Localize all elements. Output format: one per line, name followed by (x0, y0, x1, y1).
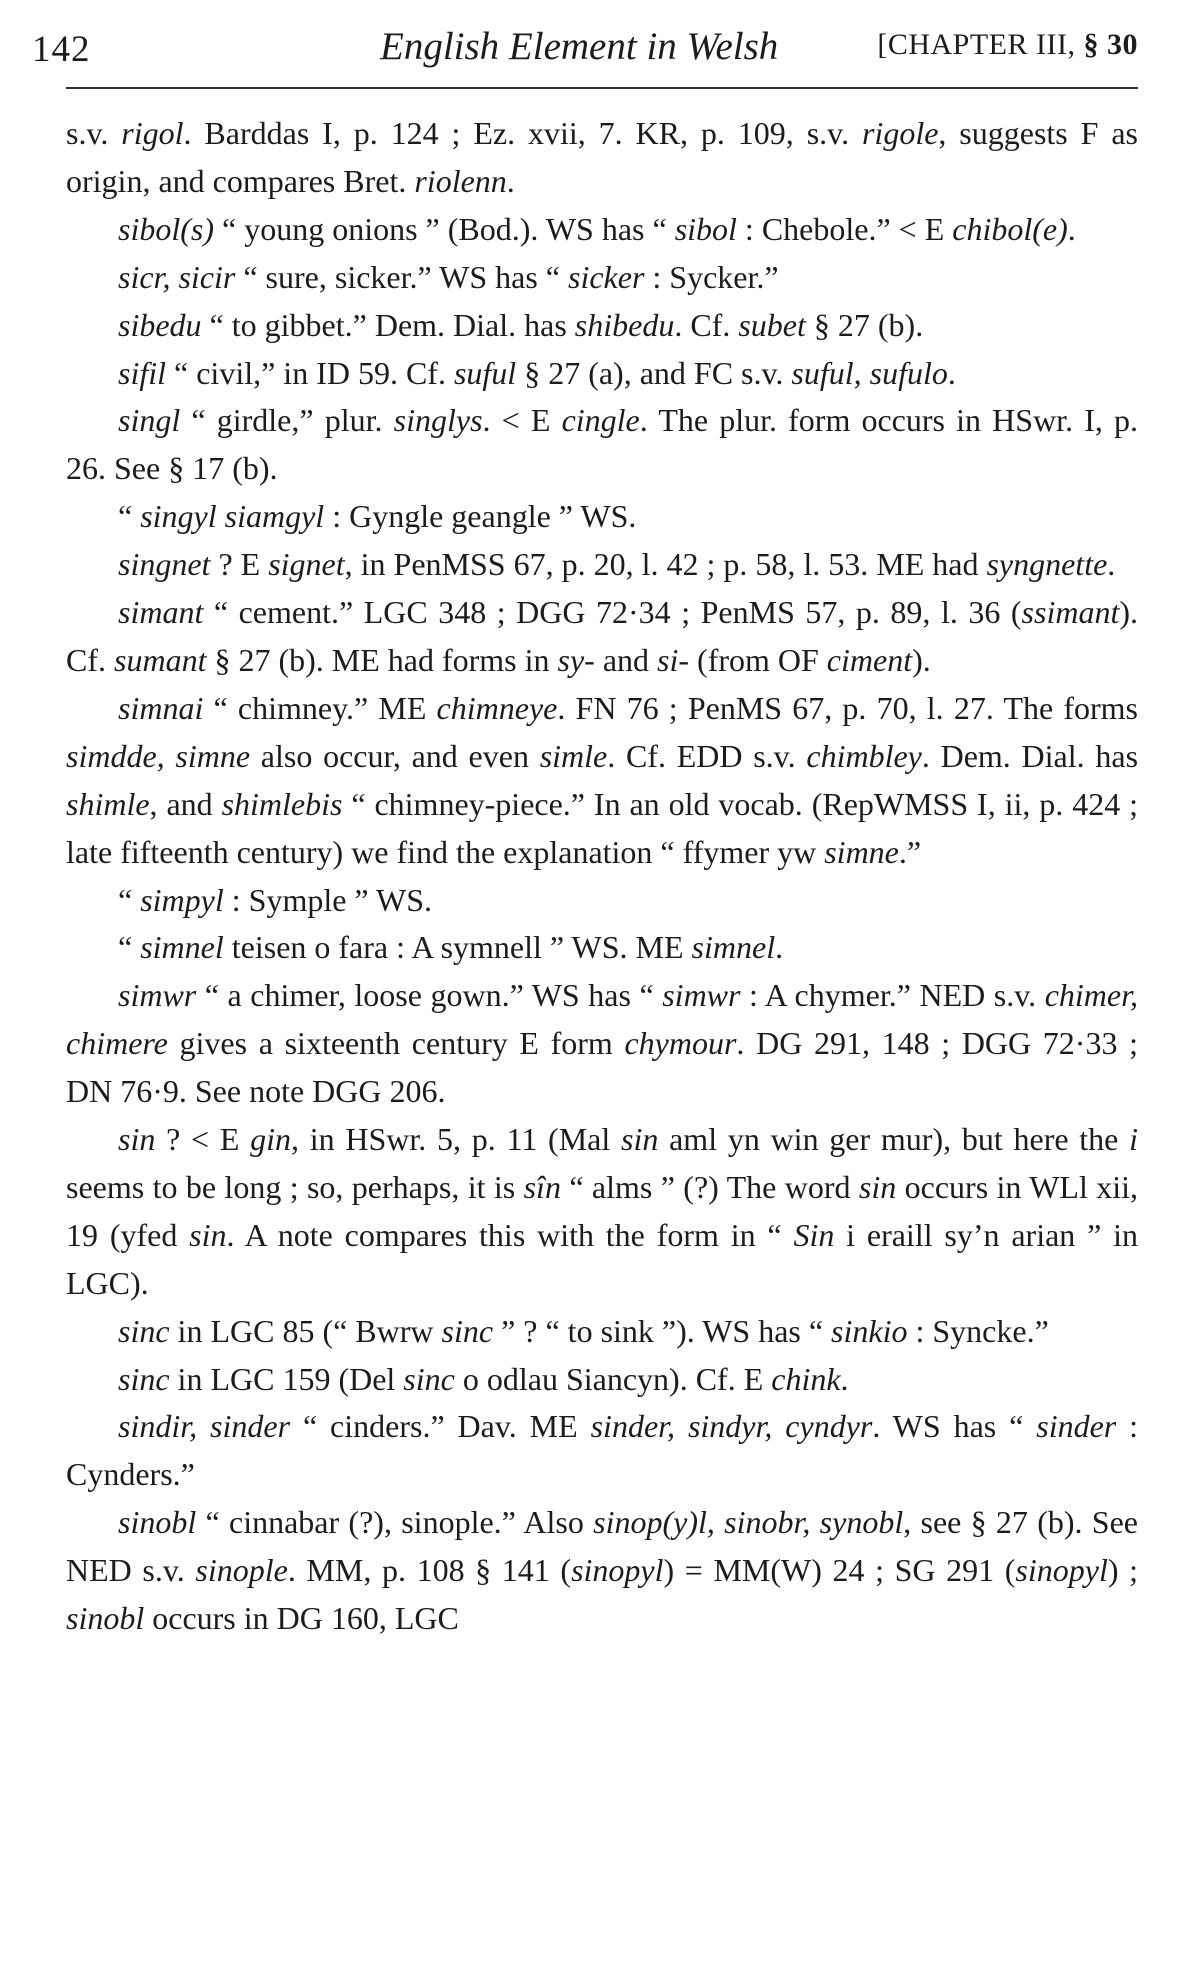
entry-simant: simant “ cement.” LGC 348 ; DGG 72·34 ; PenMS 57, p. 89, l. 36 (ssimant). Cf. sumant § 27 (b). ME had forms in sy- and si- (from OF ciment). (66, 594, 1138, 678)
entry-singnet: singnet ? E signet, in PenMSS 67, p. 20, l. 42 ; p. 58, l. 53. ME had syngnette. (118, 546, 1116, 583)
entry-sindir: sindir, sinder “ cinders.” Dav. ME sinder, sindyr, cyndyr. WS has “ sinder : Cynders.” (66, 1408, 1139, 1493)
entry-simnai: simnai “ chimney.” ME chimneye. FN 76 ; PenMS 67, p. 70, l. 27. The forms simdde, simne also occur, and even simle. Cf. EDD s.v. chimbley. Dem. Dial. has shimle, and shimlebis “ chimney-piece.” In an old vocab. (RepWMSS I, ii, p. 424 ; late fifteenth century) we find the explanation “ ffymer yw simne.” (66, 689, 1139, 870)
entry-singl: singl “ girdle,” plur. singlys. < E cingle. The plur. form occurs in HSwr. I, p. 26. See § 17 (b). (66, 402, 1139, 487)
running-header (32, 24, 1138, 72)
entry-sinobl: sinobl “ cinnabar (?), sinople.” Also sinop(y)l, sinobr, synobl, see § 27 (b). See NED s.v. sinople. MM, p. 108 § 141 (sinopyl) = MM(W) 24 ; SG 291 (sinopyl) ; sinobl occurs in DG 160, LGC (66, 1504, 1139, 1637)
section-number: § 30 (1083, 28, 1138, 61)
header-rule (66, 87, 1138, 89)
entry-singyl-siamgyl: “ singyl siamgyl : Gyngle geangle ” WS. (118, 498, 637, 535)
entry-simnel: “ simnel teisen o fara : A symnell ” WS. ME simnel. (118, 929, 784, 966)
page-number: 142 (32, 29, 91, 70)
running-title: English Element in Welsh (380, 25, 779, 68)
chapter-reference (877, 28, 1138, 62)
entry-sinc-2: sinc in LGC 159 (Del sinc o odlau Siancyn). Cf. E chink. (118, 1360, 849, 1397)
entry-sibol: sibol(s) “ young onions ” (Bod.). WS has “ sibol : Chebole.” < E chibol(e). (118, 210, 1076, 247)
paragraph-continuation: s.v. rigol. Barddas I, p. 124 ; Ez. xvii, 7. KR, p. 109, s.v. rigole, suggests F as origin, and compares Bret. riolenn. (66, 115, 1139, 199)
entry-sibedu: sibedu “ to gibbet.” Dem. Dial. has shibedu. Cf. subet § 27 (b). (118, 306, 924, 343)
entry-simwr: simwr “ a chimer, loose gown.” WS has “ simwr : A chymer.” NED s.v. chimer, chimere gives a sixteenth century E form chymour. DG 291, 148 ; DGG 72·33 ; DN 76·9. See note DGG 206. (66, 977, 1139, 1110)
entry-sicr: sicr, sicir “ sure, sicker.” WS has “ sicker : Sycker.” (118, 258, 779, 295)
entry-sifil: sifil “ civil,” in ID 59. Cf. suful § 27 (a), and FC s.v. suful, sufulo. (118, 354, 956, 391)
chapter-label: [CHAPTER III, (877, 28, 1084, 61)
entry-sinc-1: sinc in LGC 85 (“ Bwrw sinc ” ? “ to sink ”). WS has “ sinkio : Syncke.” (118, 1312, 1049, 1349)
body-text (66, 110, 1138, 1643)
entry-simpyl: “ simpyl : Symple ” WS. (118, 881, 433, 918)
entry-sin: sin ? < E gin, in HSwr. 5, p. 11 (Mal sin aml yn win ger mur), but here the i seems to be long ; so, perhaps, it is sîn “ alms ” (?) The word sin occurs in WLl xii, 19 (yfed sin. A note compares this with the form in “ Sin i eraill sy’n arian ” in LGC). (66, 1121, 1139, 1301)
